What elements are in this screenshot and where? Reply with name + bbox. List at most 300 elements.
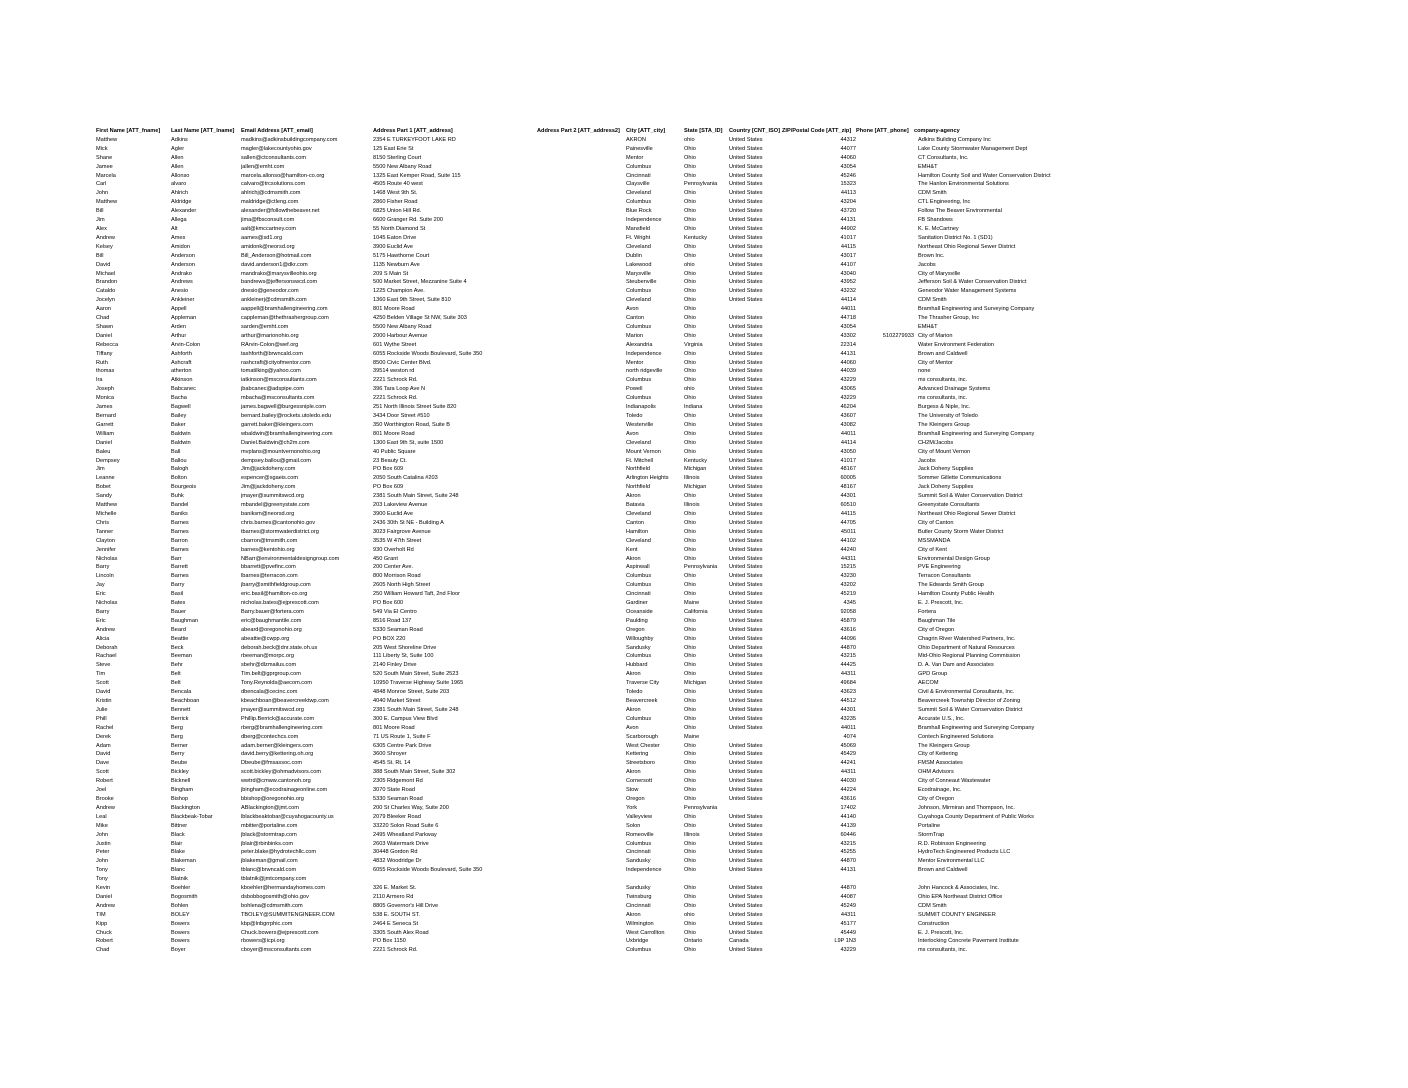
cell-address1: 23 Beauty Ct. [373, 457, 407, 464]
cell-state: Ohio [684, 822, 696, 829]
cell-address1: 8500 Civic Center Blvd. [373, 359, 432, 366]
cell-first-name: Garrett [96, 421, 114, 428]
cell-phone [856, 937, 914, 946]
header-state: State [STA_ID] [684, 128, 723, 134]
cell-last-name: Blake [171, 849, 185, 856]
table-row [96, 287, 1316, 296]
cell-state: Ohio [684, 662, 696, 669]
cell-first-name: Justin [96, 840, 111, 847]
cell-phone [856, 813, 914, 822]
table-row [96, 528, 1316, 537]
cell-first-name: Lincoln [96, 573, 114, 580]
cell-address2 [537, 920, 626, 929]
cell-company: SUMMIT COUNTY ENGINEER [918, 911, 996, 918]
cell-email: TBOLEY@SUMMITENGINEER.COM [241, 911, 335, 918]
cell-email: tblatnik@jmtcompany.com [241, 876, 307, 883]
cell-zip: 44240 [840, 546, 856, 553]
cell-first-name: Michelle [96, 510, 117, 517]
cell-company: R.D. Robinson Engineering [918, 840, 986, 847]
cell-state: Maine [684, 733, 700, 740]
cell-country: United States [729, 243, 763, 250]
cell-first-name: Alex [96, 225, 107, 232]
cell-address1: 2603 Watermark Drive [373, 840, 429, 847]
cell-last-name: Blanc [171, 867, 185, 874]
cell-address1: 1325 East Kemper Road, Suite 115 [373, 172, 461, 179]
cell-state: Ohio [684, 644, 696, 651]
cell-address2 [537, 724, 626, 733]
cell-address2 [537, 599, 626, 608]
cell-country [729, 875, 782, 884]
cell-country: United States [729, 208, 763, 215]
cell-zip: 44115 [840, 243, 856, 250]
cell-email: peter.blake@hydrotechllc.com [241, 849, 317, 856]
cell-country: United States [729, 475, 763, 482]
cell-last-name: Appleman [171, 315, 197, 322]
cell-zip: 43616 [840, 795, 856, 802]
cell-address1: 396 Tara Loop Ave N [373, 386, 426, 393]
cell-zip: 44102 [840, 537, 856, 544]
cell-zip: 43215 [840, 840, 856, 847]
cell-address2 [537, 528, 626, 537]
cell-address2 [537, 412, 626, 421]
cell-company: HydroTech Engineered Products LLC [918, 849, 1011, 856]
cell-address2 [537, 848, 626, 857]
cell-address2 [537, 670, 626, 679]
cell-state: Ohio [684, 315, 696, 322]
cell-city: Lakewood [626, 261, 652, 268]
cell-state: Ohio [684, 715, 696, 722]
cell-zip: 44114 [840, 439, 856, 446]
cell-city: Oceanside [626, 608, 653, 615]
cell-country: United States [729, 840, 763, 847]
cell-email: aappell@bramhallengineering.com [241, 306, 328, 313]
cell-last-name: Bauer [171, 608, 186, 615]
cell-city: Steubenville [626, 279, 657, 286]
cell-address2 [537, 154, 626, 163]
cell-address1: 2221 Schrock Rd. [373, 377, 418, 384]
cell-country: United States [729, 261, 763, 268]
cell-address1: 300 E. Campus View Blvd [373, 715, 438, 722]
table-row [96, 270, 1316, 279]
cell-zip: 44312 [840, 136, 856, 143]
cell-city: York [626, 804, 637, 811]
cell-email: jbabcanec@adspipe.com [241, 386, 304, 393]
cell-address2 [537, 430, 626, 439]
cell-state: Ohio [684, 145, 696, 152]
table-row [96, 376, 1316, 385]
cell-address2 [537, 635, 626, 644]
cell-last-name: Babcanec [171, 386, 196, 393]
cell-company [914, 875, 1316, 884]
cell-zip: 60446 [840, 831, 856, 838]
cell-last-name: Blair [171, 840, 183, 847]
cell-zip: 44077 [840, 145, 856, 152]
cell-address2 [537, 385, 626, 394]
cell-first-name: Cataldo [96, 288, 116, 295]
cell-company: Advanced Drainage Systems [918, 386, 991, 393]
cell-email: Tony.Reynolds@aecom.com [241, 680, 312, 687]
cell-first-name: Alicia [96, 635, 110, 642]
cell-state: Pennsylvania [684, 804, 718, 811]
cell-phone [856, 670, 914, 679]
cell-address1: 3023 Fairgrove Avenue [373, 528, 431, 535]
cell-email: scott.bickley@ohmadvisors.com [241, 769, 321, 776]
cell-zip: 43952 [840, 279, 856, 286]
cell-address1: PO Box 1150 [373, 938, 406, 945]
cell-phone [856, 679, 914, 688]
cell-phone [856, 421, 914, 430]
cell-zip: 43054 [840, 323, 856, 330]
cell-company: AECOM [918, 680, 939, 687]
cell-phone: 5102279933 [882, 332, 914, 339]
cell-city: Columbus [626, 715, 652, 722]
cell-state: Ohio [684, 885, 696, 892]
cell-zip: 45429 [840, 751, 856, 758]
cell-email: Jim@jackdoheny.com [241, 484, 296, 491]
cell-phone [856, 563, 914, 572]
cell-address2 [537, 733, 626, 742]
cell-last-name: Andrews [171, 279, 193, 286]
cell-state: Ohio [684, 546, 696, 553]
cell-state: Pennsylvania [684, 181, 718, 188]
cell-address2 [537, 448, 626, 457]
cell-phone [856, 661, 914, 670]
cell-address1: 388 South Main Street, Suite 302 [373, 769, 456, 776]
cell-address2 [537, 840, 626, 849]
cell-email: NBarr@environmentaldesigngroup.com [241, 555, 340, 562]
cell-state: Kentucky [684, 457, 708, 464]
table-row [96, 314, 1316, 323]
header-email: Email Address [ATT_email] [241, 128, 313, 134]
cell-country: United States [729, 279, 763, 286]
cell-company: City of Kettering [918, 751, 958, 758]
cell-address1: 5500 New Albany Road [373, 323, 432, 330]
cell-company: Hamilton County Public Health [918, 591, 994, 598]
cell-phone [856, 777, 914, 786]
cell-state: Ohio [684, 395, 696, 402]
table-row [96, 341, 1316, 350]
table-row [96, 198, 1316, 207]
cell-company: Hamilton County Soil and Water Conservation District [918, 172, 1051, 179]
header-address1: Address Part 1 [ATT_address] [373, 128, 453, 134]
cell-state: Ohio [684, 893, 696, 900]
cell-first-name: Julie [96, 706, 108, 713]
cell-state: Ohio [684, 849, 696, 856]
cell-city: Romeoville [626, 831, 654, 838]
cell-address2 [537, 866, 626, 875]
cell-first-name: Barry [96, 564, 110, 571]
cell-zip [782, 875, 856, 884]
cell-city: Arlington Heights [626, 475, 669, 482]
cell-zip: 4345 [843, 600, 856, 607]
cell-country [729, 305, 782, 314]
cell-address1: 5500 New Albany Road [373, 163, 432, 170]
cell-country: United States [729, 181, 763, 188]
cell-email: sarden@emht.com [241, 323, 289, 330]
cell-city: Ft. Wright [626, 234, 651, 241]
cell-state: Ohio [684, 795, 696, 802]
cell-first-name: Andrew [96, 234, 115, 241]
cell-last-name: Arthur [171, 332, 187, 339]
cell-address1: 3535 W 47th Street [373, 537, 422, 544]
cell-state: Pennsylvania [684, 564, 718, 571]
cell-first-name: Chuck [96, 929, 112, 936]
cell-company: FB Shandows [918, 217, 953, 224]
cell-phone [856, 822, 914, 831]
table-row [96, 866, 1316, 875]
cell-first-name: Robert [96, 938, 113, 945]
cell-email: lblackbeaktobar@cuyahogacounty.us [241, 813, 334, 820]
cell-company: D. A. Van Dam and Associates [918, 662, 994, 669]
cell-email: aames@sd1.org [241, 234, 283, 241]
header-zip: ZIP/Postal Code [ATT_zip] [782, 128, 852, 134]
cell-zip: 45069 [840, 742, 856, 749]
cell-country [729, 804, 782, 813]
cell-zip: 49684 [840, 680, 856, 687]
cell-phone [856, 198, 914, 207]
cell-last-name: Black [171, 831, 185, 838]
cell-phone [856, 590, 914, 599]
cell-country: United States [729, 680, 763, 687]
cell-zip: 44311 [840, 769, 856, 776]
cell-first-name: Eric [96, 617, 106, 624]
cell-last-name: Baldwin [171, 439, 191, 446]
table-row [96, 937, 1316, 946]
cell-zip: 22314 [840, 341, 856, 348]
cell-email: espencer@sgaeis.com [241, 475, 298, 482]
cell-city: Aspinwall [626, 564, 650, 571]
cell-state: Indiana [684, 404, 703, 411]
cell-city: Cleveland [626, 439, 651, 446]
cell-address1: 6600 Granger Rd. Suite 200 [373, 217, 443, 224]
table-row [96, 323, 1316, 332]
table-row [96, 599, 1316, 608]
cell-country: United States [729, 893, 763, 900]
cell-country: United States [729, 555, 763, 562]
cell-phone [856, 180, 914, 189]
cell-last-name: Boehler [171, 885, 191, 892]
cell-email: aalt@kmccartney.com [241, 225, 297, 232]
cell-city: Cincinnati [626, 902, 651, 909]
cell-address1: PO Box 609 [373, 484, 404, 491]
cell-country: United States [729, 413, 763, 419]
cell-first-name: Nicholas [96, 555, 118, 562]
cell-last-name: Ankleiner [171, 297, 195, 304]
cell-company: City of Mentor [918, 359, 953, 366]
cell-last-name: Berner [171, 742, 188, 749]
cell-company: Fortera [918, 608, 937, 615]
cell-address1: 55 North Diamond St [373, 225, 426, 232]
cell-address2 [537, 510, 626, 519]
cell-state: Virginia [684, 341, 703, 348]
cell-first-name: Chris [96, 519, 110, 526]
cell-email: rbowers@icpi.org [241, 938, 285, 945]
cell-phone [856, 652, 914, 661]
cell-address2 [537, 234, 626, 243]
cell-address2 [537, 341, 626, 350]
cell-company: FMSM Associates [918, 760, 963, 767]
cell-phone [856, 537, 914, 546]
cell-country: United States [729, 769, 763, 776]
cell-city: Kettering [626, 751, 649, 758]
cell-address1: 4040 Market Street [373, 698, 421, 704]
cell-first-name: Jamee [96, 163, 113, 170]
cell-email: dberg@contechcs.com [241, 733, 299, 740]
cell-first-name: Sandy [96, 493, 112, 500]
cell-address2 [537, 287, 626, 296]
cell-first-name: Derek [96, 733, 111, 740]
cell-last-name: Atkinson [171, 377, 193, 384]
cell-address2 [537, 902, 626, 911]
cell-email: nicholas.bates@ejprescott.com [241, 600, 319, 607]
cell-phone [856, 465, 914, 474]
header-country: Country [CNT_ISO] [729, 128, 780, 134]
cell-address1: 930 Overholt Rd [373, 546, 414, 553]
table-row [96, 412, 1316, 421]
cell-zip: 44139 [840, 822, 856, 829]
cell-country: United States [729, 288, 763, 295]
cell-state: Ohio [684, 920, 696, 927]
cell-country: United States [729, 662, 763, 669]
cell-state: Ohio [684, 493, 696, 500]
cell-address2 [537, 483, 626, 492]
cell-city: Canton [626, 519, 645, 526]
cell-address2 [537, 403, 626, 412]
cell-city: Sandusky [626, 644, 651, 651]
cell-address1: 1360 East 9th Street, Suite 810 [373, 297, 451, 304]
spreadsheet [96, 127, 1316, 955]
table-row [96, 617, 1316, 626]
cell-state: Ohio [684, 510, 696, 517]
cell-last-name: Ames [171, 234, 186, 241]
cell-country: United States [729, 199, 763, 206]
cell-state: California [684, 608, 708, 615]
cell-country: United States [729, 154, 763, 161]
cell-address1: 10950 Traverse Highway Suite 1965 [373, 680, 464, 687]
cell-phone [856, 474, 914, 483]
cell-city: Beavercreek [626, 698, 658, 704]
cell-country: United States [729, 172, 763, 179]
table-row [96, 759, 1316, 768]
cell-address1: 6055 Rockside Woods Boulevard, Suite 350 [373, 867, 483, 874]
cell-country: United States [729, 163, 763, 170]
cell-company: City of Marion [918, 332, 953, 339]
table-row [96, 537, 1316, 546]
cell-country: United States [729, 795, 763, 802]
cell-company: CDM Smith [918, 297, 947, 304]
cell-address1: 3900 Euclid Ave [373, 510, 414, 517]
cell-zip: 43229 [840, 377, 856, 384]
table-row [96, 688, 1316, 697]
cell-city: West Carrollton [626, 929, 665, 936]
cell-company: Water Environment Federation [918, 341, 994, 348]
cell-zip: 43065 [840, 386, 856, 393]
cell-phone [856, 457, 914, 466]
cell-city: north ridgeville [626, 368, 663, 375]
cell-address1: 2381 South Main Street, Suite 248 [373, 706, 459, 713]
cell-company: Civil & Environmental Consultants, Inc. [918, 689, 1015, 696]
cell-company: E. J. Prescott, Inc. [918, 600, 964, 607]
cell-city: Mentor [626, 359, 644, 366]
cell-email: chris.barnes@cantonohio.gov [241, 519, 316, 526]
cell-zip: 44114 [840, 297, 856, 304]
cell-company: Chagrin River Watershed Partners, Inc. [918, 635, 1016, 642]
cell-address2 [537, 581, 626, 590]
cell-zip: 43215 [840, 653, 856, 660]
cell-phone [856, 341, 914, 350]
cell-country [729, 733, 782, 742]
cell-last-name: Buhk [171, 493, 184, 500]
cell-country: United States [729, 430, 763, 437]
cell-email: tblanc@brwncald.com [241, 867, 297, 874]
cell-first-name: William [96, 430, 115, 437]
cell-phone [856, 448, 914, 457]
cell-email: rashcraft@cityofmentor.com [241, 359, 311, 366]
cell-last-name: Beube [171, 760, 188, 767]
cell-address2 [537, 697, 626, 706]
table-row [96, 172, 1316, 181]
cell-address2 [537, 216, 626, 225]
cell-zip: 44224 [840, 787, 856, 794]
cell-email: madkins@adkinsbuildingcompany.com [241, 136, 338, 143]
cell-company: Butler County Storm Water District [918, 528, 1004, 535]
cell-address1: 2305 Ridgemont Rd [373, 778, 423, 785]
cell-city: Batavia [626, 502, 645, 509]
cell-phone [856, 831, 914, 840]
cell-last-name: Bickley [171, 769, 189, 776]
cell-country: United States [729, 510, 763, 517]
cell-country: United States [729, 368, 763, 375]
cell-first-name: TIM [96, 911, 106, 918]
cell-last-name: Barnes [171, 573, 189, 580]
cell-company: Jack Doheny Supplies [918, 484, 974, 491]
cell-state: Michigan [684, 484, 707, 491]
cell-first-name: Tanner [96, 528, 114, 535]
cell-last-name: Andrako [171, 270, 192, 277]
cell-city: Paulding [626, 617, 648, 624]
cell-address1: 2140 Finley Drive [373, 662, 417, 669]
cell-zip: 48167 [840, 466, 856, 473]
cell-state: Ohio [684, 208, 696, 215]
cell-state: Michigan [684, 466, 707, 473]
cell-city: Dublin [626, 252, 642, 259]
cell-country: United States [729, 582, 763, 589]
cell-email: garrett.baker@kleingers.com [241, 421, 313, 428]
cell-address2 [537, 270, 626, 279]
table-row [96, 635, 1316, 644]
table-row [96, 822, 1316, 831]
cell-company: CH2M/Jacobs [918, 439, 954, 446]
cell-address2 [537, 750, 626, 759]
cell-state: Ohio [684, 582, 696, 589]
cell-country: United States [729, 751, 763, 758]
cell-zip: 44011 [840, 724, 856, 731]
cell-state: ohio [684, 386, 695, 393]
cell-last-name: Berg [171, 724, 183, 731]
cell-company: Mid-Ohio Regional Planning Commission [918, 653, 1020, 660]
cell-zip: 43017 [840, 252, 856, 259]
cell-company: ms consultants, inc. [918, 377, 968, 384]
cell-zip: 43202 [840, 582, 856, 589]
cell-address2 [537, 198, 626, 207]
cell-first-name: Andrew [96, 902, 115, 909]
cell-address1: 250 William Howard Taft, 2nd Floor [373, 591, 460, 598]
cell-zip: 44115 [840, 510, 856, 517]
cell-country: United States [729, 359, 763, 366]
cell-zip: 4074 [843, 733, 856, 740]
cell-email: jblack@stormtrap.com [241, 831, 297, 838]
cell-zip: 44107 [840, 261, 856, 268]
